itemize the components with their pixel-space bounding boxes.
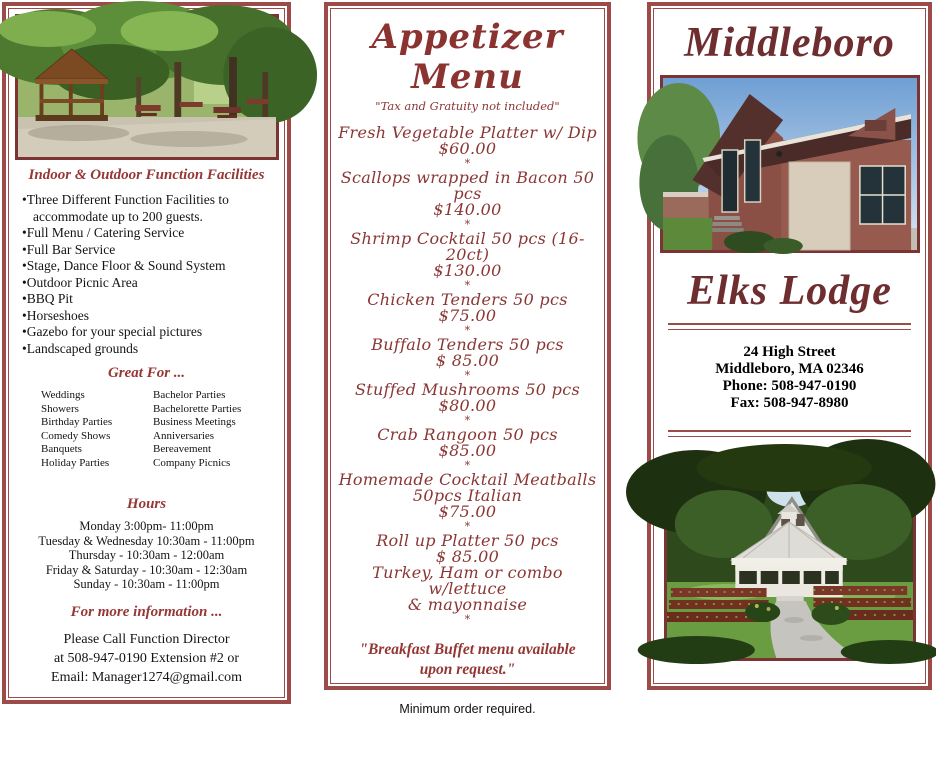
double-rule-top: [668, 323, 911, 330]
hours-line: Sunday - 10:30am - 11:00pm: [73, 577, 220, 591]
great-for-item: Bachelorette Parties: [153, 402, 242, 415]
menu-line: Scallops wrapped in Bacon 50 pcs: [340, 168, 595, 203]
menu-line: $ 85.00: [435, 351, 500, 370]
menu-line: Roll up Platter 50 pcs: [376, 531, 559, 550]
menu-line: $140.00: [433, 200, 502, 219]
facilities-list: [22, 192, 276, 357]
great-for-item: Showers: [41, 402, 79, 415]
great-for-item: Weddings: [41, 389, 85, 401]
facility-item: • Outdoor Picnic Area: [22, 275, 276, 292]
menu-line: *: [464, 459, 471, 472]
wedding-gazebo-photo: [664, 459, 916, 661]
more-info-title: For more information ...: [70, 603, 223, 620]
address-line: Fax: 508-947-8980: [730, 395, 849, 411]
facility-item: • Full Menu / Catering Service: [22, 225, 276, 242]
menu-title: Appetizer Menu: [371, 17, 564, 97]
menu-line: *: [464, 279, 471, 292]
menu-line: *: [464, 613, 471, 626]
appetizer-menu-panel: [324, 2, 611, 716]
menu-line: & mayonnaise: [407, 595, 528, 614]
lodge-building-photo: [660, 75, 920, 253]
menu-subtitle: "Tax and Gratuity not included": [375, 99, 560, 113]
left-panel: [2, 2, 291, 704]
contact-line: Email: Manager1274@gmail.com: [51, 669, 242, 685]
breakfast-note-line: upon request.": [419, 661, 516, 678]
minimum-order-note: Minimum order required.: [399, 702, 536, 716]
facility-item: • Landscaped grounds: [22, 341, 276, 358]
facility-item: • Three Different Function Facilities to accommodate up to 200 guests.: [22, 192, 276, 225]
facility-item: • Gazebo for your special pictures: [22, 324, 276, 341]
hours-list: [9, 519, 284, 592]
great-for-col2: [153, 389, 265, 470]
left-panel-inner-border: [8, 8, 285, 698]
menu-line: *: [464, 157, 471, 170]
hours-line: Monday 3:00pm- 11:00pm: [79, 519, 214, 533]
menu-line: $75.00: [438, 502, 497, 521]
great-for-item: Comedy Shows: [41, 429, 111, 442]
facility-item: • Stage, Dance Floor & Sound System: [22, 258, 276, 275]
menu-line: $80.00: [438, 396, 497, 415]
menu-line: $ 85.00: [435, 547, 500, 566]
hours-line: Friday & Saturday - 10:30am - 12:30am: [45, 562, 248, 577]
city-title: Middleboro: [684, 20, 895, 66]
great-for-item: Bachelor Parties: [153, 389, 226, 401]
great-for-item: Company Picnics: [153, 456, 231, 469]
lodge-title: Elks Lodge: [687, 268, 892, 314]
address-block: [654, 344, 925, 412]
menu-line: $130.00: [433, 261, 502, 280]
great-for-item: Birthday Parties: [41, 416, 113, 428]
menu-line: Stuffed Mushrooms 50 pcs: [355, 380, 580, 399]
menu-line: Homemade Cocktail Meatballs: [338, 470, 597, 489]
address-line: Middleboro, MA 02346: [715, 361, 864, 377]
menu-line: Fresh Vegetable Platter w/ Dip: [338, 123, 597, 142]
breakfast-note: [331, 640, 604, 680]
great-for-item: Anniversaries: [153, 429, 215, 442]
menu-line: Shrimp Cocktail 50 pcs (16-20ct): [350, 229, 585, 264]
great-for-item: Holiday Parties: [41, 456, 110, 469]
facility-item: • BBQ Pit: [22, 291, 276, 308]
facility-item: • Full Bar Service: [22, 242, 276, 259]
great-for-col1: [41, 389, 153, 470]
menu-line: $85.00: [438, 441, 497, 460]
great-for-title: Great For ...: [107, 365, 186, 381]
menu-line: Turkey, Ham or combo w/lettuce: [372, 563, 563, 598]
park-picnic-photo: [15, 14, 279, 160]
hours-title: Hours: [126, 496, 167, 512]
address-line: 24 High Street: [743, 344, 836, 360]
facilities-title: Indoor & Outdoor Function Facilities: [28, 167, 265, 183]
hours-line: Thursday - 10:30am - 12:00am: [68, 548, 225, 562]
menu-line: *: [464, 218, 471, 231]
right-panel-inner-border: [653, 8, 926, 684]
great-for-columns: [41, 389, 284, 470]
menu-line: $75.00: [438, 306, 497, 325]
menu-line: $60.00: [438, 139, 497, 158]
contact-line: Please Call Function Director: [63, 631, 230, 647]
hours-line: Tuesday & Wednesday 10:30am - 11:00pm: [38, 533, 255, 548]
menu-line: Chicken Tenders 50 pcs: [367, 290, 568, 309]
menu-line: Buffalo Tenders 50 pcs: [371, 335, 564, 354]
double-rule-bottom: [668, 430, 911, 437]
menu-line: *: [464, 324, 471, 337]
contact-info: [9, 630, 284, 687]
menu-line: *: [464, 414, 471, 427]
facility-item: • Horseshoes: [22, 308, 276, 325]
menu-line: *: [464, 520, 471, 533]
right-panel: [647, 2, 932, 690]
menu-line: 50pcs Italian: [412, 486, 523, 505]
great-for-item: Banquets: [41, 443, 82, 455]
menu-panel-inner-border: [330, 8, 605, 716]
great-for-item: Bereavement: [153, 443, 212, 455]
menu-line: *: [464, 369, 471, 382]
menu-items: [331, 125, 604, 626]
great-for-item: Business Meetings: [153, 416, 236, 428]
address-line: Phone: 508-947-0190: [722, 378, 857, 394]
menu-line: Crab Rangoon 50 pcs: [377, 425, 558, 444]
contact-line: at 508-947-0190 Extension #2 or: [53, 650, 240, 666]
breakfast-note-line: "Breakfast Buffet menu available: [359, 641, 576, 658]
